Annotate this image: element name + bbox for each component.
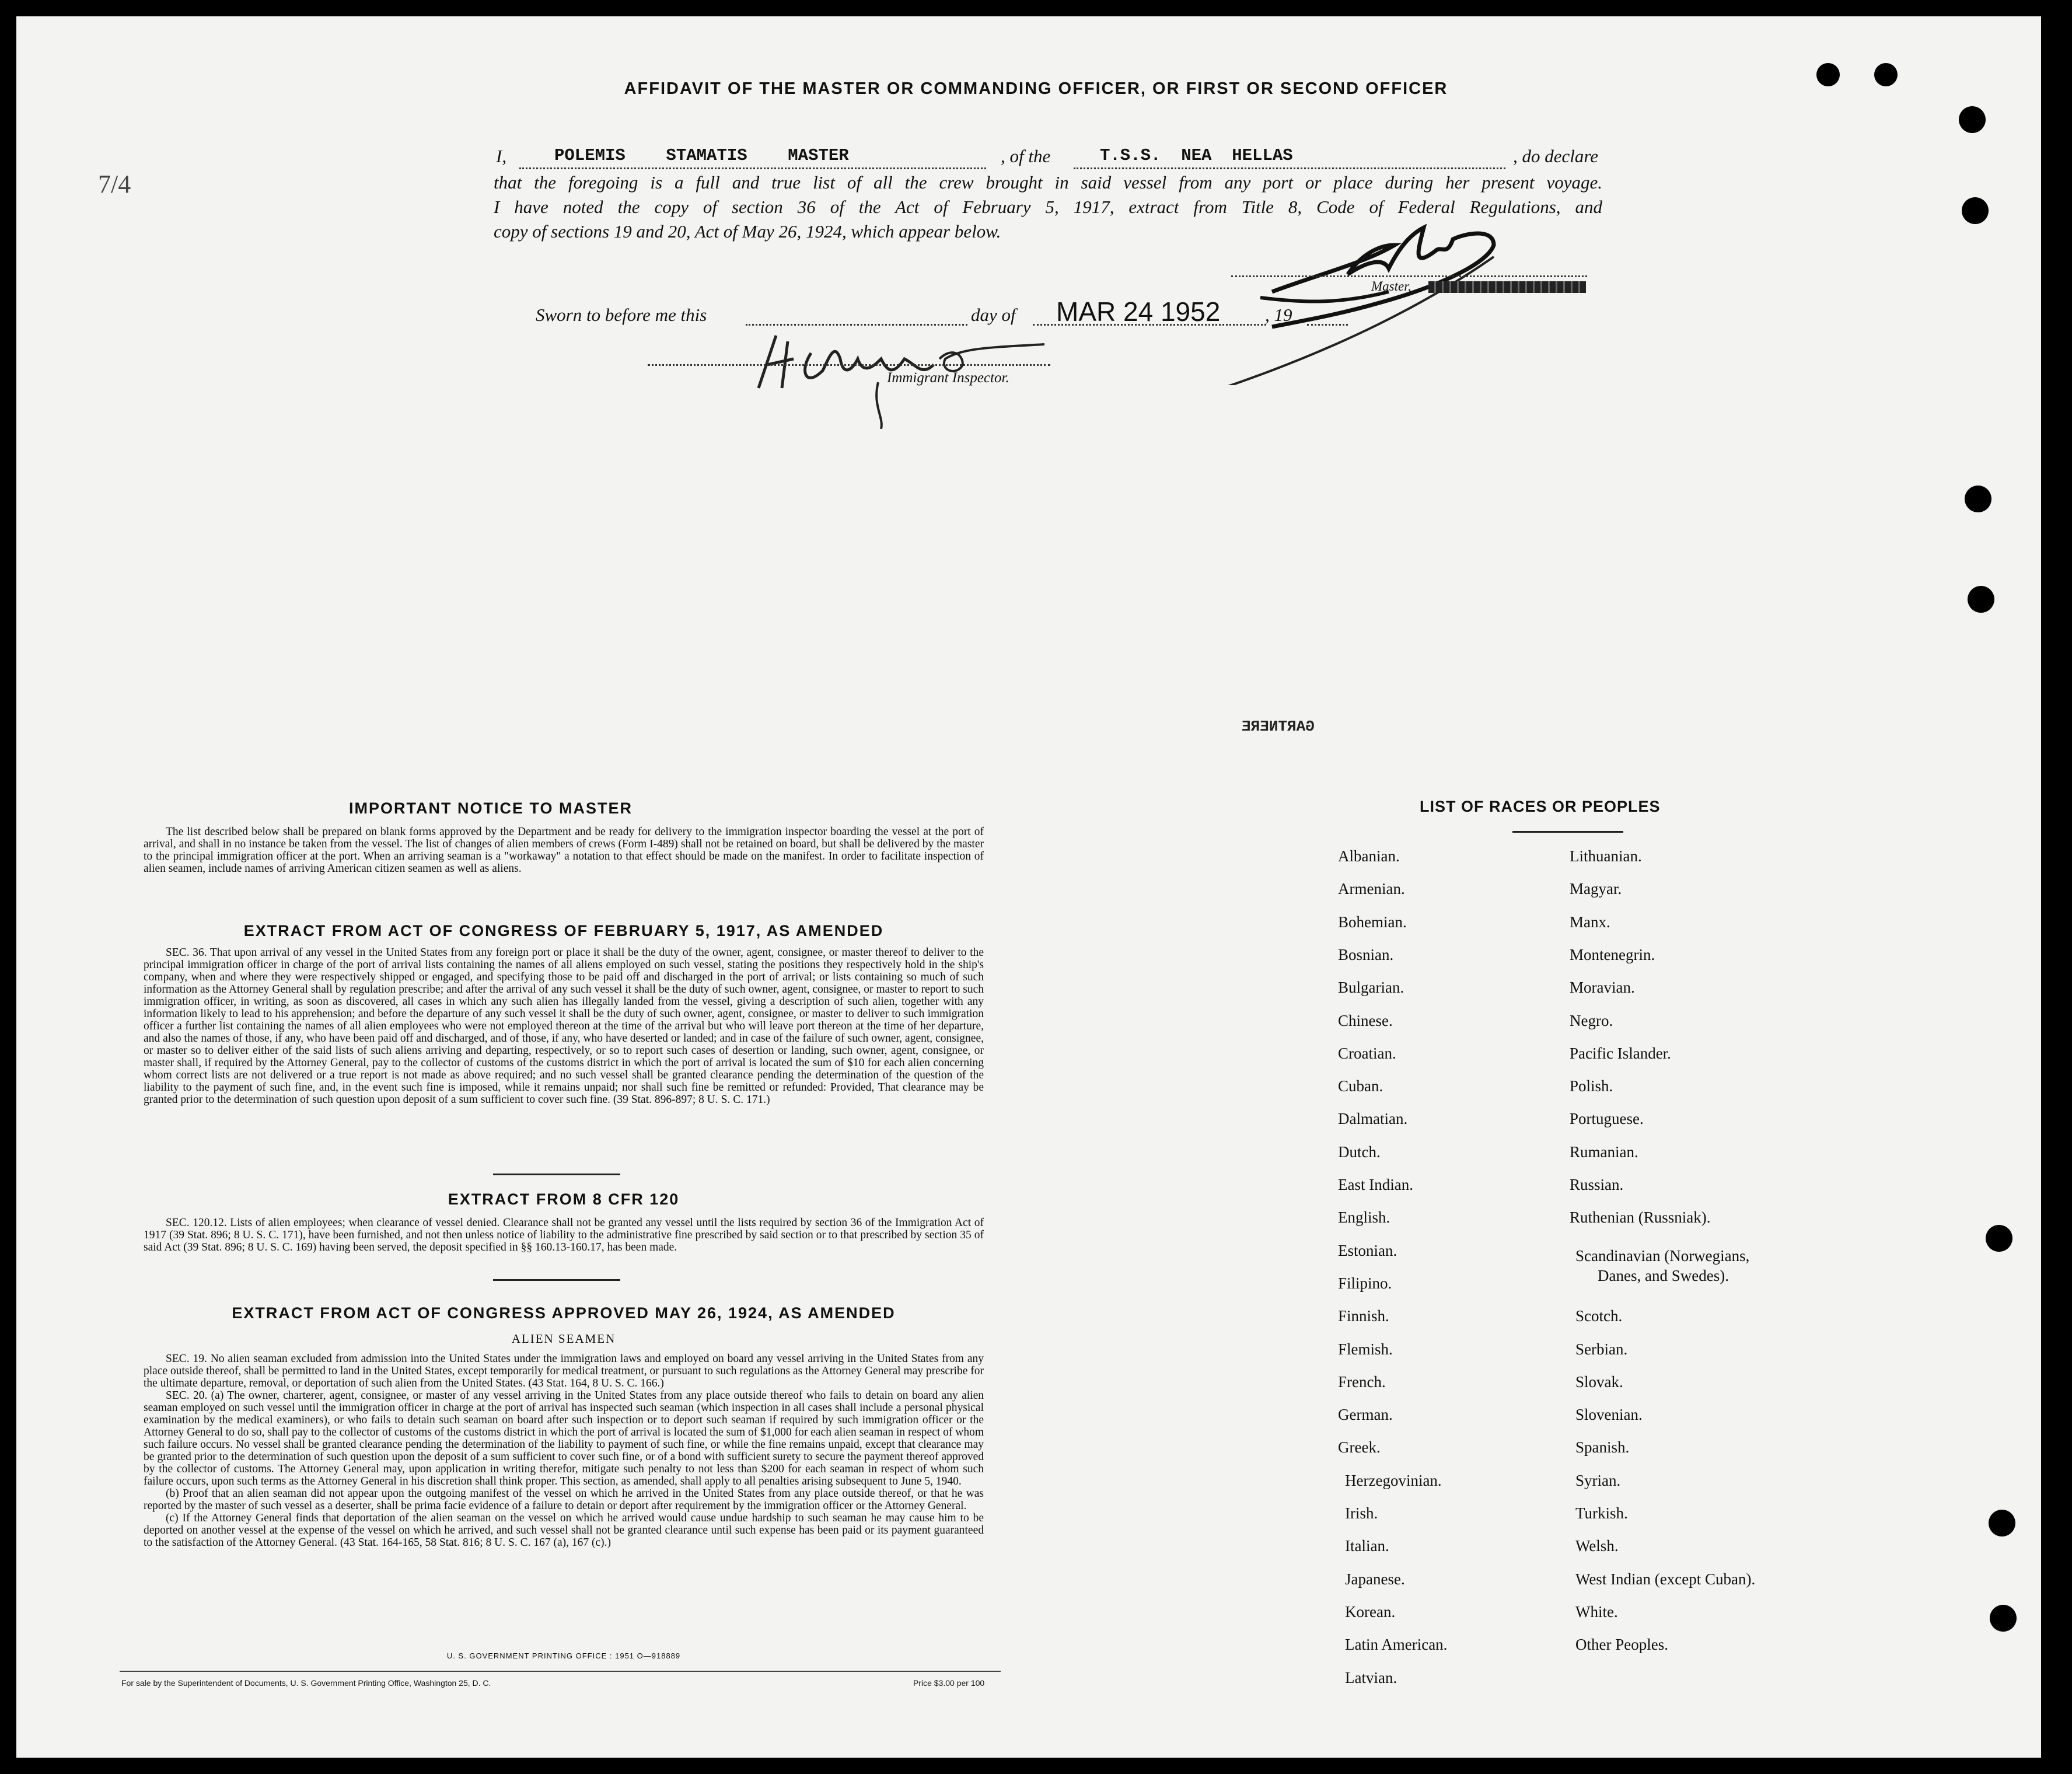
master-signature [1190,210,1517,385]
divider [493,1279,620,1281]
race-item: Russian. [1570,1176,1624,1193]
notice-paragraph: The list described below shall be prepared on blank forms approved by the Department and be ready for delivery to the immigration inspector boarding the vessel at the port of arrival, and shall in no instance be taken from the vessel. The list of changes of alien members of crews (Form I-489) shall not be retained on board, but shall be delivered by the master to the principal immigration officer at the port. When an arriving seaman is a "workaway" a notation to that effect should be made on the manifest. In order to facilitate inspection of alien seamen, include names of arriving American citizen seamen as well as aliens. [144,826,984,875]
race-item: Finnish. [1338,1307,1389,1325]
race-item: Syrian. [1575,1471,1621,1489]
day-of-label: day of [971,305,1016,325]
sworn-label: Sworn to before me this [536,305,707,325]
race-item: Latin American. [1345,1636,1448,1654]
sec-20a-paragraph: SEC. 20. (a) The owner, charterer, agent, consignee, or master of any vessel arriving in the United States from any place outside thereof who fails to detain on board any alien seaman employed on such vessel until the immigration officer in charge at the port of arrival has inspected such seaman (which inspection in all cases shall include a personal physical examination by the medical examiners), or who fails to detain such seaman on board after such inspection or to deport such seaman if required by such immigration officer or the Attorney General to do so, shall pay to the collector of customs of the customs district in which the port of arrival is located the sum of $1,000 for each alien seaman in respect of whom such failure occurs. No vessel shall be granted clearance pending the determination of the liability to payment of such fine, or while the fine remains unpaid, except that clearance may be granted prior to the determination of such question upon the deposit of a sum sufficient to cover such fine, or of a bond with sufficient surety to secure the payment thereof approved by the collector of customs. The Attorney General may, upon application in writing therefor, mitigate such penalty to not less than $200 for each seaman in respect of whom such failure occurs, upon such terms as the Attorney General in his discretion shall think proper. This section, as amended, shall apply to all penalties arising subsequent to June 5, 1940. [144,1389,984,1487]
footer-rule [120,1671,1001,1672]
race-item: English. [1338,1209,1390,1227]
vessel-name-underline [1074,167,1505,169]
extract-1917-heading: EXTRACT FROM ACT OF CONGRESS OF FEBRUARY 5, 1917, AS AMENDED [243,922,884,940]
race-item: Flemish. [1338,1340,1393,1358]
race-item: Polish. [1570,1077,1613,1095]
race-item: Irish. [1345,1504,1378,1522]
punch-hole [1989,1510,2015,1536]
race-item: Slovak. [1575,1373,1623,1391]
race-item: Magyar. [1570,880,1622,898]
notice-heading: IMPORTANT NOTICE TO MASTER [349,799,633,817]
race-item: East Indian. [1338,1176,1413,1193]
race-item: German. [1338,1406,1393,1424]
extract-1917-paragraph: SEC. 36. That upon arrival of any vessel in the United States from any foreign port or place it shall be the duty of the owner, agent, consignee, or master thereof to deliver to the principal immigration officer in charge of the port of arrival lists containing the names of all aliens employed on such vessel, stating the positions they respectively hold in the ship's company, when and where they were respectively shipped or engaged, and specifying those to be paid off and discharged in the port of arrival; or lists containing so much of such information as the Attorney General shall by regulation prescribe; and after the arrival of any such vessel it shall be the duty of such owner, agent, consignee, or master to report to such immigration officer, in writing, as soon as discovered, all cases in which any such alien has illegally landed from the vessel, giving a description of such alien, together with any information likely to lead to his apprehension; and before the departure of any such vessel it shall be the duty of such owner, agent, consignee, or master to deliver to such immigration officer a further list containing the names of all alien employees who were not employed thereon at the time of the arrival but who will leave port thereon at the time of her departure, and also the names of those, if any, who have been paid off and discharged, and of those, if any, who have deserted or landed; and in case of the failure of such owner, agent, consignee, or master so to deliver either of the said lists of such aliens arriving and departing, respectively, or so to report such cases of desertion or landing, such owner, agent, consignee, or master shall, if required by the Attorney General, pay to the collector of customs of the customs district in which the port of arrival is located the sum of $10 for each alien concerning whom correct lists are not delivered or a true report is not made as above required; and no such vessel shall be granted clearance pending the determination of the question of the liability to the payment of such fine, and, in the event such fine is imposed, while it remains unpaid; nor shall such fine be remitted or refunded: Provided, That clearance may be granted prior to the determination of such question upon deposit of a sum sufficient to cover such fine. (39 Stat. 896-897; 8 U. S. C. 171.) [144,947,984,1106]
master-name-field: POLEMIS STAMATIS MASTER [554,146,849,165]
race-item: Bulgarian. [1338,979,1404,997]
race-item: Danes, and Swedes). [1598,1267,1729,1285]
race-item: Bohemian. [1338,913,1407,931]
inspector-label: Immigrant Inspector. [887,370,1009,386]
extract-1924-heading: EXTRACT FROM ACT OF CONGRESS APPROVED MAY 26, 1924, AS AMENDED [232,1304,896,1322]
race-item: Other Peoples. [1575,1636,1668,1654]
master-name-underline [519,167,986,169]
race-item: Scandinavian (Norwegians, [1575,1247,1750,1265]
race-item: Croatian. [1338,1044,1396,1062]
punch-hole [1959,106,1986,133]
year-prefix: , 19 [1265,305,1292,325]
race-item: Negro. [1570,1011,1613,1029]
do-declare-label: , do declare [1513,146,1599,166]
master-title-label: Master, [1371,279,1411,294]
race-item: Dalmatian. [1338,1110,1408,1128]
notice-text [144,826,984,875]
race-item: Pacific Islander. [1570,1044,1671,1062]
punch-hole [1962,197,1989,224]
affidavit-title: AFFIDAVIT OF THE MASTER OR COMMANDING OFFICER, OR FIRST OR SECOND OFFICER [624,79,1448,98]
extract-cfr-heading: EXTRACT FROM 8 CFR 120 [448,1190,680,1208]
master-signature-underline [1231,275,1587,277]
struck-out-officer-text [1428,281,1586,293]
punch-hole [1968,586,1994,613]
declaration-line: I have noted the copy of section 36 of the Act of February 5, 1917, extract from Title 8, Code of Federal Regulations, and [494,197,1602,217]
race-item: Filipino. [1338,1274,1392,1292]
races-heading: LIST OF RACES OR PEOPLES [1420,798,1661,815]
vessel-name-field: T.S.S. NEA HELLAS [1100,146,1293,165]
of-the-label: , of the [1001,146,1051,166]
race-item: Serbian. [1575,1340,1628,1358]
sec-20c-paragraph: (c) If the Attorney General finds that deportation of the alien seaman on the vessel on which he arrived would cause undue hardship to such seaman he may cause him to be deported on another vessel at the expense of the vessel on which he arrived, and such vessel shall not be granted clearance until such expense has been paid or its payment guaranteed to the satisfaction of the Attorney General. (43 Stat. 164-165, 58 Stat. 816; 8 U. S. C. 167 (a), 167 (c).) [144,1512,984,1549]
race-item: Bosnian. [1338,945,1394,963]
date-stamp: MAR 24 1952 [1056,296,1221,327]
declaration-i: I, [496,146,507,166]
race-item: Lithuanian. [1570,847,1642,865]
race-item: Spanish. [1575,1438,1630,1457]
date-underline [1033,324,1266,326]
race-item: Manx. [1570,913,1610,931]
race-item: French. [1338,1373,1386,1391]
race-item: Armenian. [1338,880,1405,898]
inspector-underline [648,364,1050,366]
printing-office-imprint: U. S. GOVERNMENT PRINTING OFFICE : 1951 O—918889 [446,1651,681,1660]
punch-hole [1986,1225,2012,1252]
punch-hole [1990,1605,2017,1632]
sec-19-paragraph: SEC. 19. No alien seaman excluded from admission into the United States under the immigration laws and employed on board any vessel arriving in the United States from any place outside thereof, shall be permitted to land in the United States, except temporarily for medical treatment, or pursuant to such regulations as the Attorney General may prescribe for the ultimate departure, removal, or deportation of such alien from the United States. (43 Stat. 164, 8 U. S. C. 166.) [144,1353,984,1389]
race-item: Greek. [1338,1438,1381,1457]
races-heading-rule [1512,831,1623,833]
race-item: Japanese. [1345,1570,1405,1588]
race-item: Welsh. [1575,1537,1619,1555]
race-item: Portuguese. [1570,1110,1644,1128]
race-item: West Indian (except Cuban). [1575,1570,1756,1588]
race-item: Scotch. [1575,1307,1623,1325]
race-item: Albanian. [1338,847,1400,865]
divider [493,1174,620,1175]
declaration-line: that the foregoing is a full and true list of all the crew brought in said vessel from any port or place during her present voyage. [494,172,1602,193]
extract-cfr-text [144,1217,984,1253]
race-item: Italian. [1345,1537,1389,1555]
race-item: Moravian. [1570,979,1635,997]
year-underline [1307,324,1348,326]
race-item: Montenegrin. [1570,945,1655,963]
race-item: Slovenian. [1575,1406,1643,1424]
race-item: Ruthenian (Russniak). [1570,1209,1711,1227]
race-item: Korean. [1345,1602,1396,1621]
punch-hole [1965,486,1991,512]
declaration-line: copy of sections 19 and 20, Act of May 26, 1924, which appear below. [494,221,1001,242]
price-note: Price $3.00 per 100 [913,1678,985,1688]
race-item: Estonian. [1338,1241,1397,1259]
race-item: Rumanian. [1570,1143,1638,1161]
race-item: Turkish. [1575,1504,1628,1522]
extract-cfr-paragraph: SEC. 120.12. Lists of alien employees; when clearance of vessel denied. Clearance shall not be granted any vessel until the lists required by section 36 of the Immigration Act of 1917 (39 Stat. 896; 8 U. S. C. 171), have been furnished, and not then unless notice of liability to the administrative fine prescribed by said section or to that prescribed by section 35 of said Act (39 Stat. 896; 8 U. S. C. 169) having been served, the deposit specified in §§ 160.13-160.17, has been made. [144,1217,984,1253]
alien-seamen-subheading: ALIEN SEAMEN [511,1332,616,1346]
sec-20b-paragraph: (b) Proof that an alien seaman did not appear upon the outgoing manifest of the vessel on which he arrived in the United States from any place outside thereof, or that he was reported by the master of such vessel as a deserter, shall be prima facie evidence of a failure to detain or deport after requirement by the immigration officer or the Attorney General. [144,1487,984,1512]
race-item: Cuban. [1338,1077,1383,1095]
race-item: Dutch. [1338,1143,1381,1161]
for-sale-note: For sale by the Superintendent of Documents, U. S. Government Printing Office, Washington 25, D. C. [121,1678,491,1688]
extract-1917-text [144,947,984,1106]
race-item: White. [1575,1602,1618,1621]
mirrored-stamp: GARTNERE [1242,718,1315,735]
race-item: Chinese. [1338,1011,1393,1029]
extract-1924-text [144,1353,984,1549]
race-item: Herzegovinian. [1345,1471,1442,1489]
margin-note: 7/4 [98,170,131,198]
race-item: Latvian. [1345,1668,1397,1686]
